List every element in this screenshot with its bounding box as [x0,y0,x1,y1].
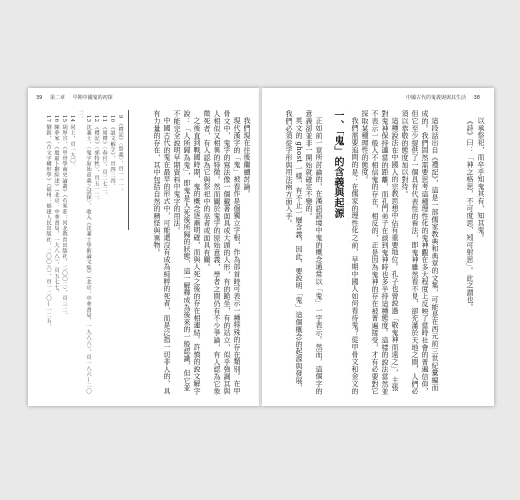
right-page [262,88,494,406]
body-paragraph: 這段話出自《禮記》，這是一部儒家教典和典章的文集，可能是在西元前三世紀彙編而成的。我們固然需要思考這種理性化的鬼神觀在多大程度上反映了當時社會的普遍信仰，但它至少提供了一個具有代表性的看法，即鬼神雖然看不見，卻充滿於天地之間，人們必須以恭敬的態度加以對待。 [401,110,439,395]
right-running-head [406,94,486,101]
quote-line: 以承祭祀，而卒乎知鬼其有，知其鬼。 [477,117,485,242]
chapter-title: 早期中國鬼的初探 [72,95,113,101]
footnote: 10 《說文解字》，頁四三四。 [109,115,115,190]
left-page [28,88,260,406]
footnote: 9 《禮記》〈祭義〉，頁一一一。 [117,115,123,195]
footnote: 15 胡厚宣，《甲骨學商史論叢》（石家莊：河北教育出版社，二〇〇二），頁三二。 [61,115,67,319]
right-body-text [348,110,440,396]
section-title: 「鬼」的含義與起源 [332,130,343,219]
body-paragraph: 現代漢字的「鬼」被看作是個獨立字根，作為部首時可表示一種特殊的存在類別。在甲骨文中，鬼字的寫法像一個戴著面具或大頭的人形，有的跪坐，有的站立，似乎強調其與人相似又相異的特徵。然而關於鬼字的原始意義，學者之間仍有不少爭論，有人認為它象徵死者，有人認為它與祭祀中的巫者或面具有關。 [203,110,241,395]
left-body-text [144,110,252,396]
section-number: 一、 [332,110,343,131]
section-paragraph: 英文的 ghost 一樣，有不止一層含義，因此，要說明「鬼」這個概念的起源與發展，我們必須從字形與用法兩方面入手。 [285,110,303,392]
section-heading [330,110,344,396]
body-paragraph: 我們需要追問的是：在儒家的理性化之前，早期中國人如何看待鬼？從甲骨文和金文的 [351,117,359,395]
body-paragraph: 這種說法在中國人的宗教思想中佔有重要地位。孔子也曾說過「敬鬼神而遠之」，主張對鬼神保持適當的距離，而孔門弟子在談到鬼神時也多半持這種態度。這樣的說法當然並不表示一般人不相信鬼的存在，相反的，正是因為鬼神的存在被普遍接受，才有必要對它採取某種理性的態度。 [361,110,399,395]
running-title: 中國古代的鬼義與與其生活 [406,95,467,101]
block-quote [446,110,486,396]
body-paragraph: 之後直到戰國時期，鬼的概念逐漸明確，而與人死之後的存在相連結。許慎的說文解字說：「人所歸為鬼」，即鬼是人死後所歸的狀態，這一解釋成為後來的一般認識，但它並不能完全說明早期資料中鬼字的用法。 [173,110,201,395]
footnote: 17 劉釗，《古文字構形學》（福州：福建人民出版社，二〇〇六），頁一二〇—一二五。 [45,115,51,330]
footnote: 13 沈兼士，〈鬼字原始意義之試探〉，收入《沈兼士學術論文集》（北京：中華書局，一九八六），頁一八六—二〇二。 [77,110,91,395]
left-running-head [36,94,119,101]
footnote: 14 同上，頁一九〇。 [69,115,75,170]
body-paragraph: 中國古代的鬼在最早的形式中，可能還沒有成為純粹的死者，而是泛指一切非人的、具有力量的存在，其中包括自然的精怪與異物。 [153,110,171,395]
right-page-number: 38 [473,95,480,101]
footnote: 12 《禮記》〈郊特牲〉，頁五一二。 [93,115,99,204]
section [270,110,344,396]
body-paragraph: 我們現在往後繼續討論。 [243,117,251,198]
footnote-divider [128,110,129,230]
footnote: 11 《周禮》〈春官〉，頁二七二。 [101,115,107,198]
chapter-label: 第二章 [49,95,65,101]
footnote: 16 陳夢家，《殷虛卜辭綜述》（北京：中華書局，一九八八），頁五七七。 [53,115,59,296]
footnotes [36,110,124,396]
section-paragraph: 正如前一章所討論的，在漢語語境中鬼的概念通常以「鬼」一字表示。然而，這個字的意義卻並非一開始就確定不變的。 [305,110,323,395]
left-page-number: 39 [36,95,43,101]
quote-line: 《詩》曰：「神之格思，不可度思，矧可射思」。此之謂也。 [466,117,474,311]
